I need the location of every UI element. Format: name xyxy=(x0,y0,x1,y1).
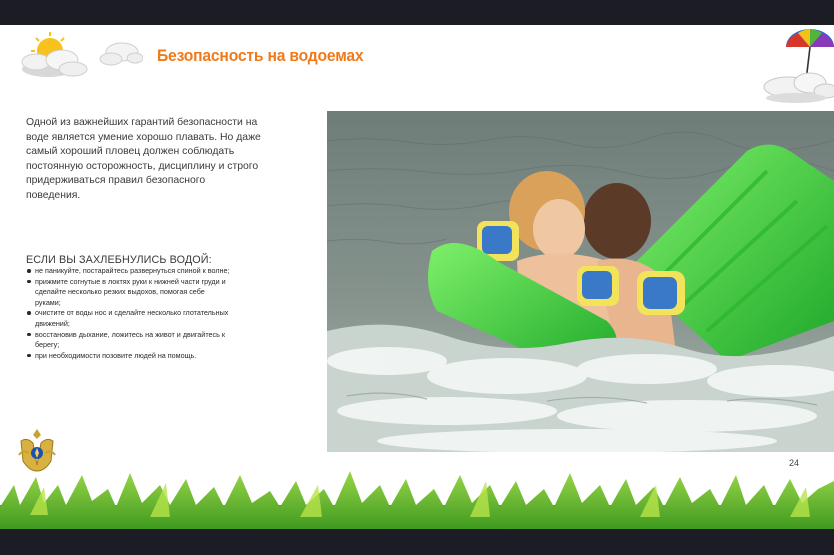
list-item: восстановив дыхание, ложитесь на живот и двигайтесь к берегу; xyxy=(26,330,231,351)
photo-children-mattress xyxy=(327,111,834,452)
page-title: Безопасность на водоемах xyxy=(157,46,364,65)
list-item: при необходимости позовите людей на помощь. xyxy=(26,351,231,362)
brochure-page xyxy=(0,25,834,529)
bottom-frame-bar xyxy=(0,529,834,555)
umbrella-cloud-icon xyxy=(760,25,834,112)
bullet-icon xyxy=(27,354,31,358)
list-item: не паникуйте, постарайтесь развернуться спиной к волне; xyxy=(26,266,231,277)
bullet-icon xyxy=(27,311,31,315)
instructions-list xyxy=(26,266,231,361)
bullet-icon xyxy=(27,269,31,273)
bullet-icon xyxy=(27,280,31,284)
list-item: очистите от воды нос и сделайте несколько глотательных движений; xyxy=(26,308,231,329)
section-heading: ЕСЛИ ВЫ ЗАХЛЕБНУЛИСЬ ВОДОЙ: xyxy=(26,254,212,266)
page-number: 24 xyxy=(789,458,800,468)
grass-border xyxy=(0,455,834,529)
bullet-icon xyxy=(27,333,31,337)
intro-paragraph: Одной из важнейших гарантий безопасности на воде является умение хорошо плавать. Но даже самый хороший пловец должен соблюдать постоянную осторожность, дисциплину и строго придерживаться правил безопасного поведения. xyxy=(26,117,261,201)
list-item: прижмите согнутые в локтях руки к нижней части груди и сделайте несколько резких выдохов, помогая себе руками; xyxy=(26,277,231,309)
sun-clouds-icon xyxy=(18,29,143,86)
top-frame-bar xyxy=(0,0,834,25)
